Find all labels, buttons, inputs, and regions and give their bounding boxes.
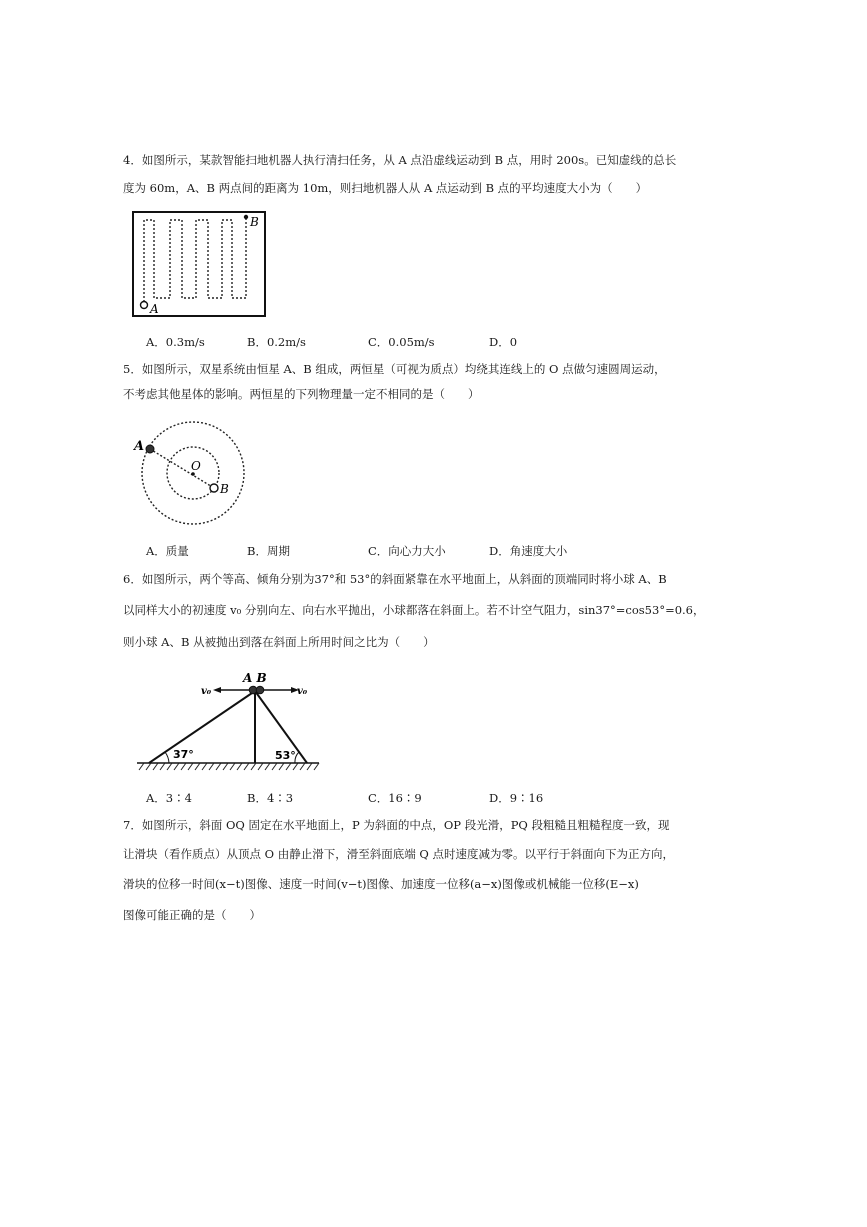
q7-text-line2: 让滑块（看作质点）从顶点 O 由静止滑下，滑至斜面底端 Q 点时速度减为零。以平行于斜面向下为正方向， (123, 847, 674, 861)
q7-text-line1: 7．如图所示，斜面 OQ 固定在水平地面上，P 为斜面的中点，OP 段光滑，PQ 段粗糙且粗糙程度一致，现 (123, 818, 670, 832)
q4-label-b: B (250, 215, 259, 229)
q4-label-a: A (150, 302, 159, 316)
q6-text-line1: 6．如图所示，两个等高、倾角分别为37°和 53°的斜面紧靠在水平地面上，从斜面的顶端同时将小球 A、B (123, 572, 667, 586)
q6-label-v0-right: v₀ (297, 686, 308, 697)
q5-figure-binary-star (130, 420, 250, 530)
q4-text-line2: 度为 60m，A、B 两点间的距离为 10m，则扫地机器人从 A 点运动到 B 点的平均速度大小为（ ） (123, 181, 648, 195)
q6-text-line3: 则小球 A、B 从被抛出到落在斜面上所用时间之比为（ ） (123, 635, 435, 649)
q4-option-a[interactable]: A．0.3m/s (146, 335, 205, 349)
q5-label-a: A (134, 439, 145, 454)
q6-angle-53: 53° (275, 749, 296, 762)
q6-label-v0-left: v₀ (201, 686, 212, 697)
q7-text-line3: 滑块的位移一时间(x−t)图像、速度一时间(v−t)图像、加速度一位移(a−x)图像或机械能一位移(E−x) (123, 877, 639, 891)
q4-option-b[interactable]: B．0.2m/s (247, 335, 306, 349)
q5-option-c[interactable]: C．向心力大小 (368, 544, 446, 558)
q4-figure-robot-path (132, 210, 267, 320)
q5-label-o: O (191, 459, 201, 473)
q6-label-ab: A B (243, 671, 267, 685)
q5-option-a[interactable]: A．质量 (146, 544, 189, 558)
q5-text-line1: 5．如图所示，双星系统由恒星 A、B 组成，两恒星（可视为质点）均绕其连线上的 O 点做匀速圆周运动， (123, 362, 666, 376)
q6-angle-37: 37° (173, 748, 194, 761)
q6-option-d[interactable]: D．9∶16 (489, 791, 544, 805)
q6-option-b[interactable]: B．4∶3 (247, 791, 294, 805)
q6-option-c[interactable]: C．16∶9 (368, 791, 422, 805)
q6-text-line2: 以同样大小的初速度 v₀ 分别向左、向右水平抛出，小球都落在斜面上。若不计空气阻力，sin37°=cos53°=0.6， (123, 603, 705, 617)
q5-text-line2: 不考虑其他星体的影响。两恒星的下列物理量一定不相同的是（ ） (123, 387, 480, 401)
q4-option-d[interactable]: D．0 (489, 335, 518, 349)
q6-option-a[interactable]: A．3∶4 (146, 791, 192, 805)
q7-text-line4: 图像可能正确的是（ ） (123, 908, 261, 922)
q5-label-b: B (220, 482, 229, 496)
q6-figure-inclines (135, 668, 325, 776)
q5-option-d[interactable]: D．角速度大小 (489, 544, 568, 558)
q4-text-line1: 4．如图所示，某款智能扫地机器人执行清扫任务，从 A 点沿虚线运动到 B 点，用时 200s。已知虚线的总长 (123, 153, 677, 167)
q4-option-c[interactable]: C．0.05m/s (368, 335, 435, 349)
q5-option-b[interactable]: B．周期 (247, 544, 290, 558)
